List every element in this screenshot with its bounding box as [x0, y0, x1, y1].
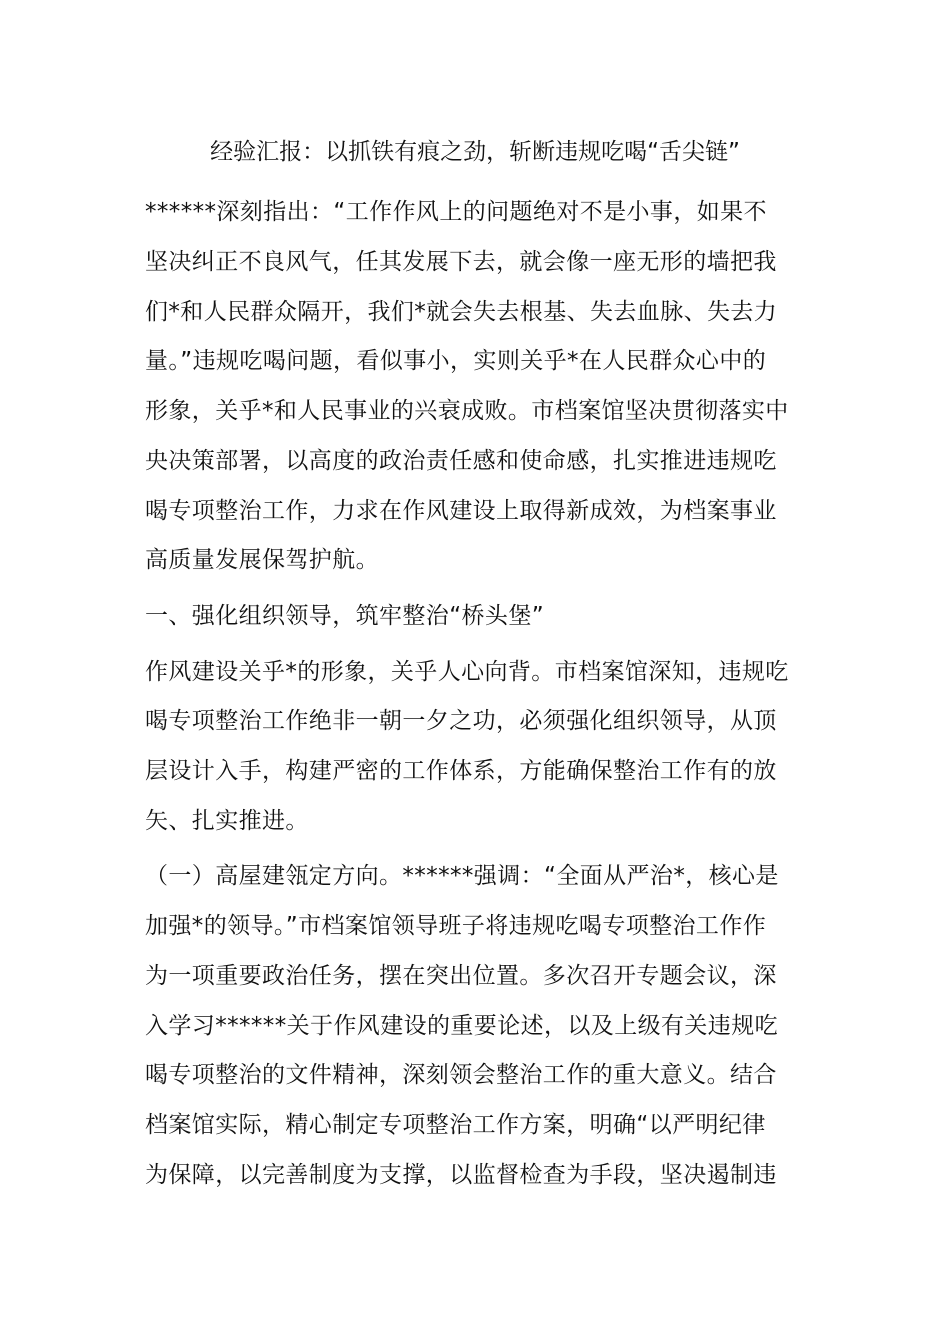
paragraph-line: 作风建设关乎*的形象，关乎人心向背。市档案馆深知，违规吃	[145, 659, 789, 685]
paragraph-line: 入学习******关于作风建设的重要论述，以及上级有关违规吃	[145, 1013, 778, 1039]
paragraph-line: 层设计入手，构建严密的工作体系，方能确保整治工作有的放	[145, 758, 777, 784]
paragraph-line: 加强*的领导。”市档案馆领导班子将违规吃喝专项整治工作作	[145, 913, 767, 939]
paragraph-line: 档案馆实际，精心制定专项整治工作方案，明确“以严明纪律	[145, 1112, 766, 1138]
paragraph-line: 坚决纠正不良风气，任其发展下去，就会像一座无形的墙把我	[145, 249, 777, 275]
paragraph-line: 喝专项整治工作绝非一朝一夕之功，必须强化组织领导，从顶	[145, 708, 777, 734]
paragraph-line: 喝专项整治工作，力求在作风建设上取得新成效，为档案事业	[145, 498, 777, 524]
paragraph-line: 喝专项整治的文件精神，深刻领会整治工作的重大意义。结合	[145, 1062, 777, 1088]
paragraph-line: 为保障，以完善制度为支撑，以监督检查为手段，坚决遏制违	[145, 1162, 777, 1188]
paragraph-line: 量。”违规吃喝问题，看似事小，实则关乎*在人民群众心中的	[145, 348, 767, 374]
paragraph-line: 央决策部署，以高度的政治责任感和使命感，扎实推进违规吃	[145, 448, 777, 474]
paragraph-line: 高质量发展保驾护航。	[145, 547, 379, 573]
subsection-line: （一）高屋建瓴定方向。******强调：“全面从严治*，核心是	[145, 863, 779, 889]
document-title: 经验汇报：以抓铁有痕之劲，斩断违规吃喝“舌尖链”	[210, 139, 740, 165]
paragraph-line: 们*和人民群众隔开，我们*就会失去根基、失去血脉、失去力	[145, 299, 778, 325]
paragraph-line: 为一项重要政治任务，摆在突出位置。多次召开专题会议，深	[145, 963, 777, 989]
paragraph-line: 形象，关乎*和人民事业的兴衰成败。市档案馆坚决贯彻落实中	[145, 398, 789, 424]
section-heading: 一、强化组织领导，筑牢整治“桥头堡”	[145, 603, 545, 629]
paragraph-line: ******深刻指出：“工作作风上的问题绝对不是小事，如果不	[145, 199, 767, 225]
paragraph-line: 矢、扎实推进。	[145, 808, 309, 834]
